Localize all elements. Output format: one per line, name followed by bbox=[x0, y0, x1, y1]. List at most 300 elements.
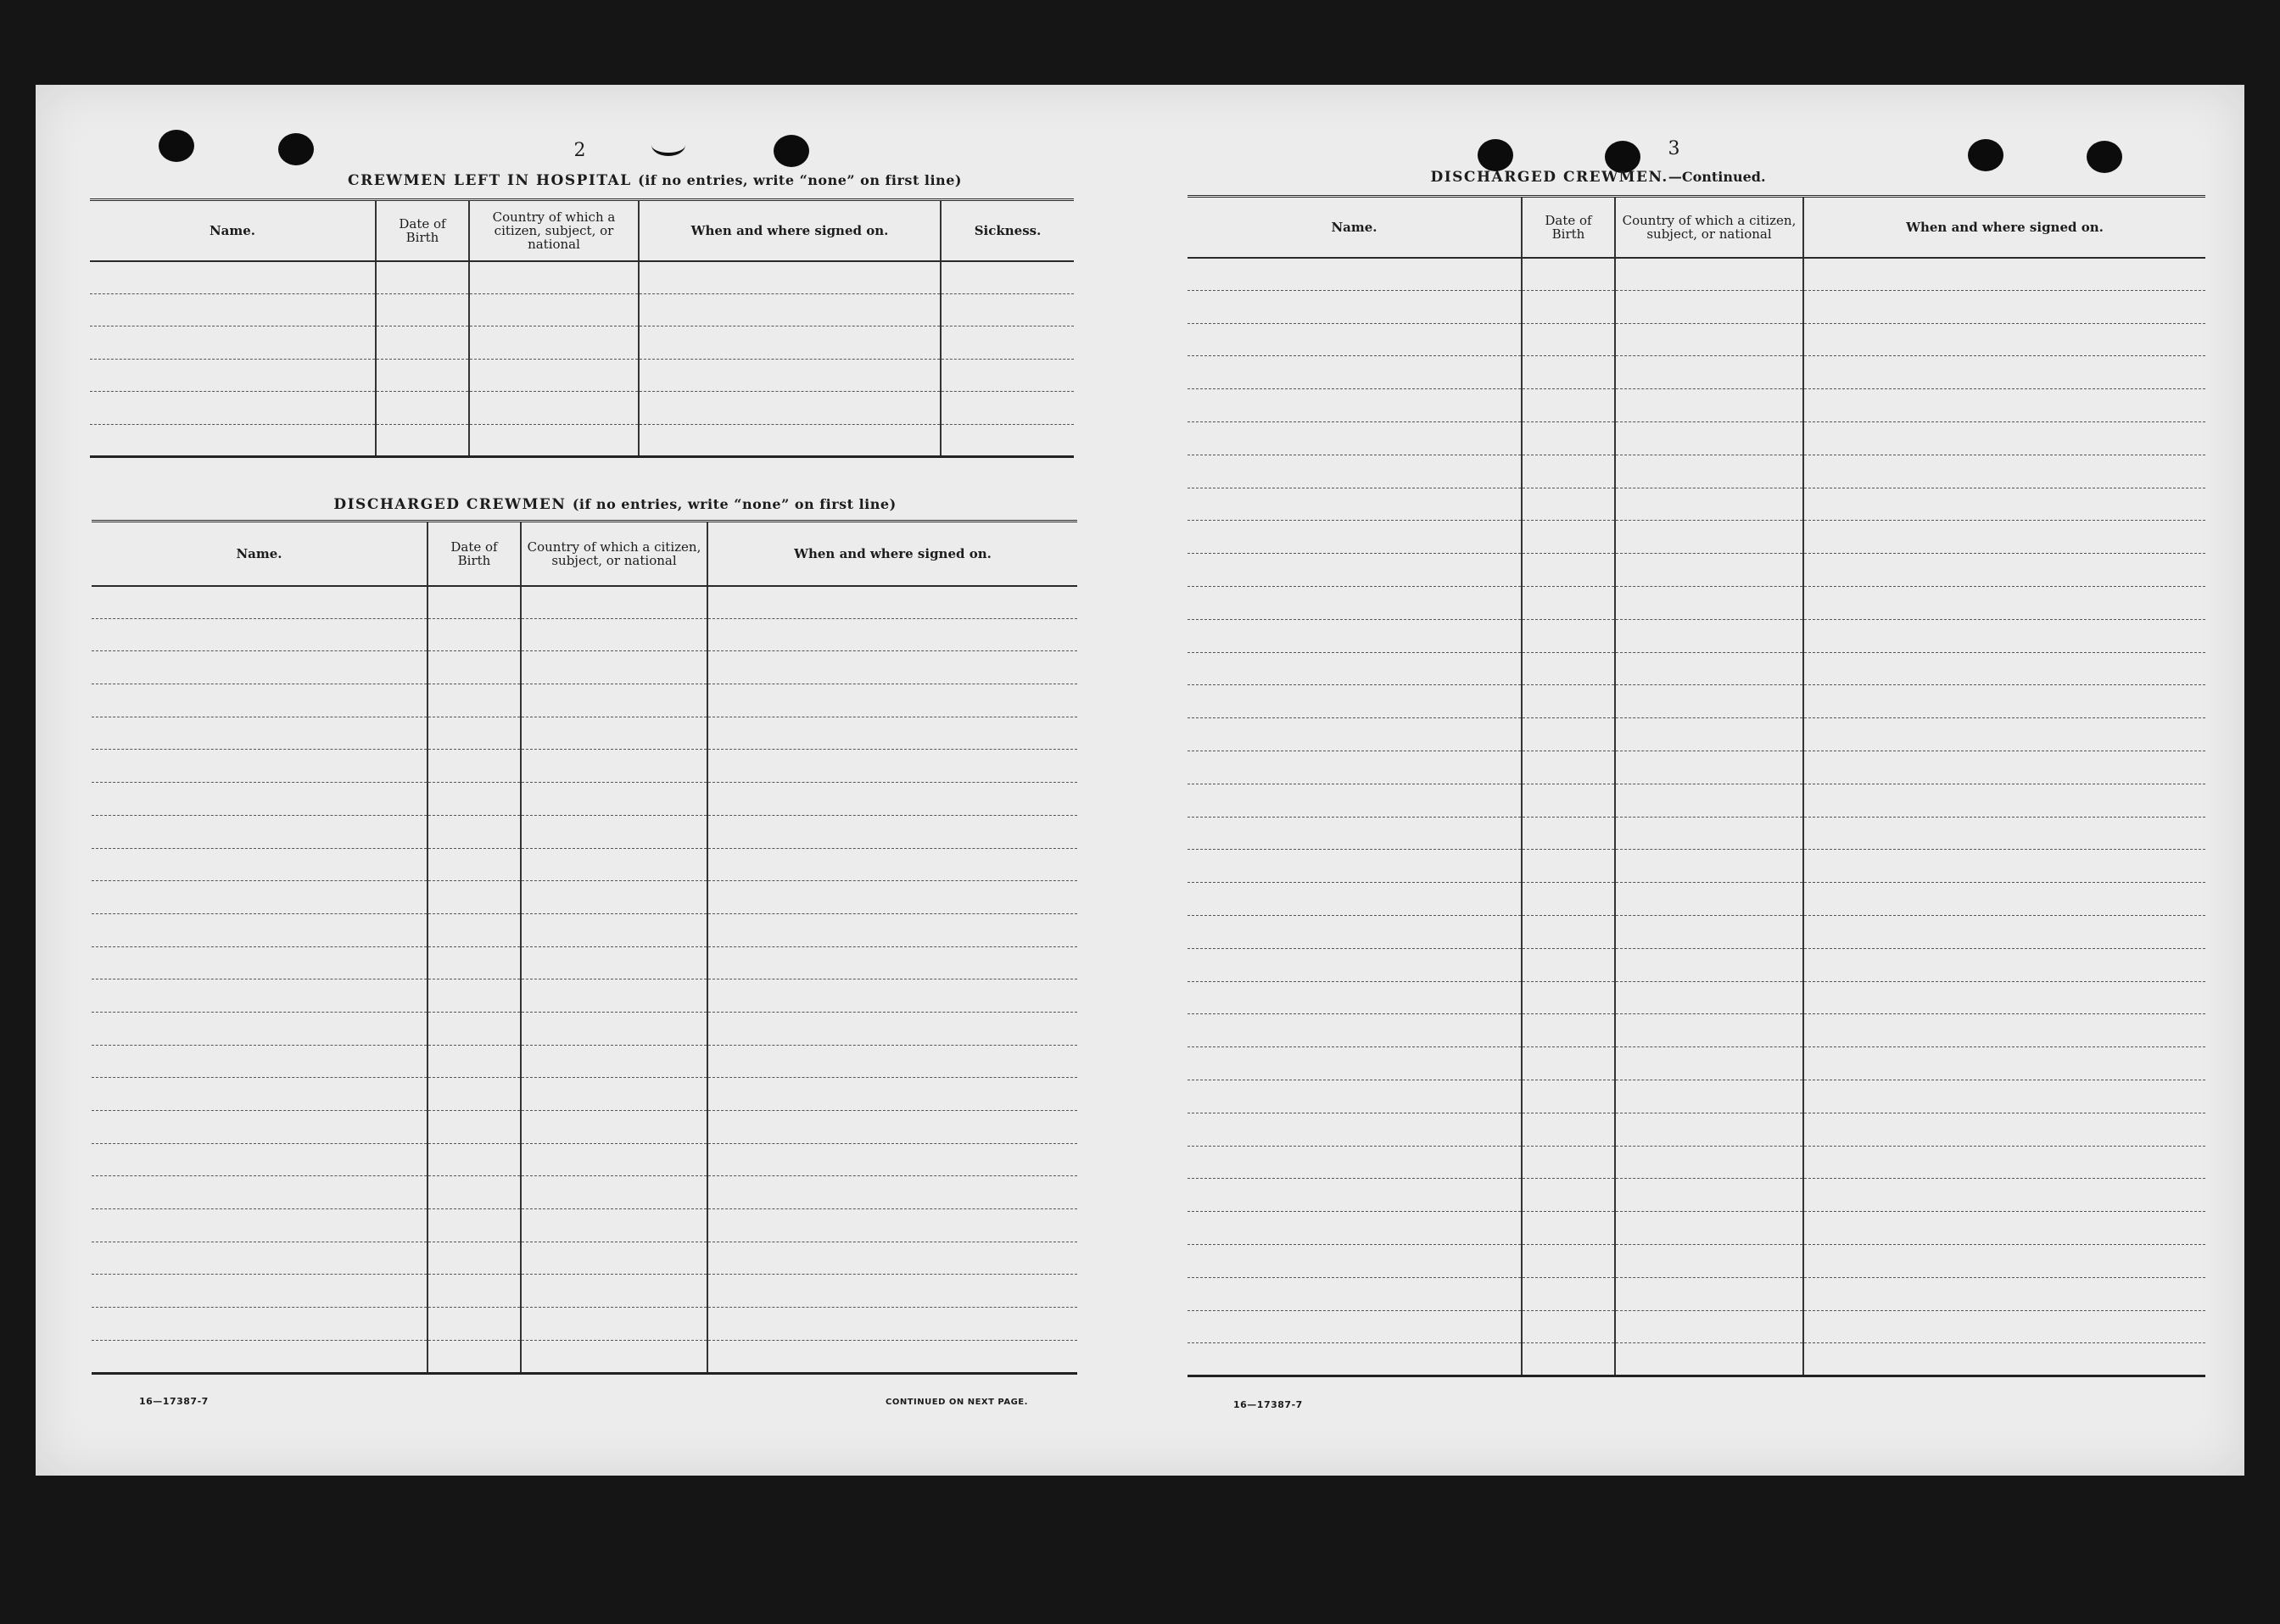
table-row bbox=[92, 717, 1077, 750]
blank-cell bbox=[1615, 586, 1803, 619]
blank-cell bbox=[1188, 1146, 1522, 1179]
blank-cell bbox=[707, 815, 1077, 848]
table-row bbox=[1188, 455, 2205, 488]
blank-cell bbox=[1803, 948, 2205, 981]
blank-cell bbox=[90, 326, 376, 360]
blank-cell bbox=[469, 392, 639, 425]
blank-cell bbox=[1188, 685, 1522, 718]
blank-cell bbox=[1188, 817, 1522, 850]
blank-cell bbox=[1803, 619, 2205, 652]
blank-cell bbox=[1188, 1113, 1522, 1146]
table-row bbox=[1188, 356, 2205, 389]
blank-cell bbox=[1615, 652, 1803, 685]
table-row bbox=[1188, 850, 2205, 883]
blank-cell bbox=[1522, 883, 1615, 916]
blank-cell bbox=[521, 717, 707, 750]
blank-cell bbox=[1803, 817, 2205, 850]
blank-cell bbox=[1522, 1113, 1615, 1146]
blank-cell bbox=[1615, 421, 1803, 455]
blank-cell bbox=[1615, 817, 1803, 850]
table-row bbox=[1188, 488, 2205, 521]
blank-cell bbox=[707, 1176, 1077, 1209]
col-sickness: Sickness. bbox=[941, 200, 1074, 261]
blank-cell bbox=[941, 326, 1074, 360]
blank-cell bbox=[1803, 652, 2205, 685]
blank-cell bbox=[428, 815, 521, 848]
table-row bbox=[92, 1143, 1077, 1176]
blank-cell bbox=[92, 1242, 428, 1275]
blank-cell bbox=[1522, 554, 1615, 587]
table-row bbox=[1188, 784, 2205, 817]
blank-cell bbox=[1522, 455, 1615, 488]
blank-cell bbox=[92, 848, 428, 881]
blank-cell bbox=[1522, 948, 1615, 981]
blank-cell bbox=[1615, 488, 1803, 521]
blank-cell bbox=[428, 1045, 521, 1078]
punch-hole bbox=[1478, 139, 1513, 171]
table-row bbox=[1188, 290, 2205, 323]
blank-cell bbox=[1188, 1047, 1522, 1080]
blank-cell bbox=[428, 586, 521, 619]
punch-hole bbox=[774, 135, 809, 167]
blank-cell bbox=[1522, 915, 1615, 948]
table-row bbox=[90, 326, 1074, 360]
blank-cell bbox=[1522, 981, 1615, 1014]
blank-cell bbox=[707, 1045, 1077, 1078]
blank-cell bbox=[428, 1340, 521, 1373]
blank-cell bbox=[90, 293, 376, 326]
blank-cell bbox=[376, 392, 469, 425]
blank-cell bbox=[707, 618, 1077, 651]
blank-cell bbox=[941, 424, 1074, 457]
table-row bbox=[1188, 1014, 2205, 1047]
blank-cell bbox=[1615, 718, 1803, 751]
blank-cell bbox=[92, 946, 428, 979]
blank-cell bbox=[1522, 1244, 1615, 1277]
table-row bbox=[92, 1340, 1077, 1373]
blank-cell bbox=[707, 979, 1077, 1013]
form-number-right: 16—17387-7 bbox=[1233, 1399, 1303, 1410]
blank-cell bbox=[707, 1308, 1077, 1341]
table-row bbox=[1188, 1212, 2205, 1245]
table-row bbox=[1188, 1244, 2205, 1277]
blank-cell bbox=[1803, 1179, 2205, 1212]
blank-cell bbox=[1522, 850, 1615, 883]
col-date-of-birth: Date of Birth bbox=[1522, 197, 1615, 258]
blank-cell bbox=[707, 586, 1077, 619]
table-row bbox=[92, 1308, 1077, 1341]
blank-cell bbox=[1522, 751, 1615, 784]
table-row bbox=[1188, 1310, 2205, 1343]
blank-cell bbox=[521, 1176, 707, 1209]
blank-cell bbox=[521, 783, 707, 816]
blank-cell bbox=[707, 848, 1077, 881]
blank-cell bbox=[1522, 1212, 1615, 1245]
blank-cell bbox=[376, 261, 469, 294]
blank-cell bbox=[92, 815, 428, 848]
blank-cell bbox=[521, 913, 707, 946]
table-row bbox=[1188, 1277, 2205, 1310]
blank-cell bbox=[521, 1242, 707, 1275]
blank-cell bbox=[1188, 356, 1522, 389]
blank-cell bbox=[1188, 1014, 1522, 1047]
blank-cell bbox=[1615, 521, 1803, 554]
blank-cell bbox=[521, 1078, 707, 1111]
blank-cell bbox=[1188, 554, 1522, 587]
blank-cell bbox=[428, 717, 521, 750]
blank-cell bbox=[428, 651, 521, 684]
blank-cell bbox=[1522, 718, 1615, 751]
discharged-table-body bbox=[92, 586, 1077, 1374]
table-row bbox=[1188, 619, 2205, 652]
table-row bbox=[1188, 586, 2205, 619]
page-number-right: 3 bbox=[1668, 138, 1681, 159]
table-row bbox=[92, 1078, 1077, 1111]
blank-cell bbox=[521, 618, 707, 651]
table-row bbox=[92, 684, 1077, 717]
table-row bbox=[92, 750, 1077, 783]
blank-cell bbox=[1615, 948, 1803, 981]
blank-cell bbox=[1803, 323, 2205, 356]
table-row bbox=[90, 392, 1074, 425]
blank-cell bbox=[1188, 586, 1522, 619]
blank-cell bbox=[1188, 1080, 1522, 1113]
hospital-table bbox=[90, 198, 1074, 458]
blank-cell bbox=[1803, 685, 2205, 718]
blank-cell bbox=[428, 1078, 521, 1111]
blank-cell bbox=[521, 1340, 707, 1373]
form-number-left: 16—17387-7 bbox=[139, 1396, 209, 1407]
table-row bbox=[1188, 521, 2205, 554]
blank-cell bbox=[90, 392, 376, 425]
blank-cell bbox=[1803, 521, 2205, 554]
blank-cell bbox=[1188, 883, 1522, 916]
table-row bbox=[1188, 1343, 2205, 1376]
blank-cell bbox=[707, 783, 1077, 816]
blank-cell bbox=[1803, 455, 2205, 488]
table-row bbox=[1188, 1179, 2205, 1212]
blank-cell bbox=[1615, 685, 1803, 718]
blank-cell bbox=[92, 1308, 428, 1341]
discharged-continued-title-text: DISCHARGED CREWMEN. bbox=[1430, 169, 1668, 186]
blank-cell bbox=[1803, 718, 2205, 751]
blank-cell bbox=[521, 979, 707, 1013]
blank-cell bbox=[1615, 883, 1803, 916]
blank-cell bbox=[469, 261, 639, 294]
table-row bbox=[92, 1176, 1077, 1209]
blank-cell bbox=[1188, 751, 1522, 784]
table-row bbox=[92, 848, 1077, 881]
col-country: Country of which a citizen, subject, or national bbox=[469, 200, 639, 261]
blank-cell bbox=[707, 750, 1077, 783]
blank-cell bbox=[707, 946, 1077, 979]
blank-cell bbox=[469, 326, 639, 360]
blank-cell bbox=[1615, 290, 1803, 323]
blank-cell bbox=[428, 1242, 521, 1275]
blank-cell bbox=[428, 684, 521, 717]
blank-cell bbox=[92, 783, 428, 816]
discharged-table bbox=[92, 520, 1077, 1375]
blank-cell bbox=[1803, 356, 2205, 389]
table-row bbox=[1188, 981, 2205, 1014]
blank-cell bbox=[1615, 1277, 1803, 1310]
blank-cell bbox=[92, 717, 428, 750]
col-name: Name. bbox=[90, 200, 376, 261]
blank-cell bbox=[707, 651, 1077, 684]
blank-cell bbox=[1803, 1343, 2205, 1376]
blank-cell bbox=[1803, 883, 2205, 916]
col-signed-on: When and where signed on. bbox=[707, 522, 1077, 586]
blank-cell bbox=[1522, 619, 1615, 652]
blank-cell bbox=[428, 1308, 521, 1341]
discharged-title-text: DISCHARGED CREWMEN bbox=[333, 496, 567, 513]
table-row bbox=[92, 586, 1077, 619]
blank-cell bbox=[92, 1012, 428, 1045]
blank-cell bbox=[1522, 1047, 1615, 1080]
blank-cell bbox=[1188, 1212, 1522, 1245]
table-row bbox=[92, 651, 1077, 684]
blank-cell bbox=[1522, 1277, 1615, 1310]
blank-cell bbox=[521, 651, 707, 684]
blank-cell bbox=[1188, 784, 1522, 817]
blank-cell bbox=[1803, 915, 2205, 948]
blank-cell bbox=[1522, 1179, 1615, 1212]
blank-cell bbox=[1803, 1113, 2205, 1146]
table-row bbox=[1188, 685, 2205, 718]
blank-cell bbox=[469, 424, 639, 457]
blank-cell bbox=[1522, 323, 1615, 356]
hospital-section-title bbox=[348, 172, 962, 189]
table-row bbox=[92, 1209, 1077, 1242]
blank-cell bbox=[1615, 356, 1803, 389]
blank-cell bbox=[428, 1176, 521, 1209]
blank-cell bbox=[1522, 1146, 1615, 1179]
blank-cell bbox=[1188, 1310, 1522, 1343]
blank-cell bbox=[1803, 1212, 2205, 1245]
blank-cell bbox=[92, 684, 428, 717]
blank-cell bbox=[639, 392, 941, 425]
table-row bbox=[92, 1275, 1077, 1308]
blank-cell bbox=[1522, 652, 1615, 685]
table-row bbox=[90, 424, 1074, 457]
blank-cell bbox=[1522, 817, 1615, 850]
blank-cell bbox=[521, 1143, 707, 1176]
blank-cell bbox=[469, 293, 639, 326]
blank-cell bbox=[1615, 1014, 1803, 1047]
blank-cell bbox=[428, 1111, 521, 1144]
table-row bbox=[1188, 1080, 2205, 1113]
blank-cell bbox=[92, 1176, 428, 1209]
table-row bbox=[1188, 323, 2205, 356]
blank-cell bbox=[90, 261, 376, 294]
blank-cell bbox=[1803, 1277, 2205, 1310]
blank-cell bbox=[1615, 1212, 1803, 1245]
blank-cell bbox=[1522, 356, 1615, 389]
blank-cell bbox=[941, 392, 1074, 425]
blank-cell bbox=[1522, 488, 1615, 521]
col-date-of-birth: Date of Birth bbox=[428, 522, 521, 586]
blank-cell bbox=[1615, 389, 1803, 422]
blank-cell bbox=[639, 424, 941, 457]
blank-cell bbox=[92, 1078, 428, 1111]
table-row bbox=[92, 618, 1077, 651]
blank-cell bbox=[428, 881, 521, 914]
discharged-continued-table bbox=[1188, 195, 2205, 1377]
blank-cell bbox=[92, 586, 428, 619]
blank-cell bbox=[521, 1308, 707, 1341]
blank-cell bbox=[707, 913, 1077, 946]
blank-cell bbox=[1615, 619, 1803, 652]
blank-cell bbox=[1188, 948, 1522, 981]
blank-cell bbox=[521, 1209, 707, 1242]
blank-cell bbox=[1615, 751, 1803, 784]
blank-cell bbox=[1803, 421, 2205, 455]
blank-cell bbox=[521, 848, 707, 881]
blank-cell bbox=[1615, 850, 1803, 883]
table-row bbox=[1188, 751, 2205, 784]
blank-cell bbox=[1188, 1179, 1522, 1212]
blank-cell bbox=[1522, 421, 1615, 455]
blank-cell bbox=[639, 293, 941, 326]
blank-cell bbox=[1803, 1146, 2205, 1179]
blank-cell bbox=[1803, 850, 2205, 883]
blank-cell bbox=[1803, 784, 2205, 817]
blank-cell bbox=[1188, 915, 1522, 948]
discharged-section-title bbox=[333, 496, 896, 513]
hospital-instruction: (if no entries, write “none” on first line) bbox=[638, 172, 962, 188]
blank-cell bbox=[521, 1045, 707, 1078]
blank-cell bbox=[1803, 1080, 2205, 1113]
table-row bbox=[92, 1012, 1077, 1045]
table-row bbox=[1188, 948, 2205, 981]
punch-hole bbox=[1968, 139, 2003, 171]
blank-cell bbox=[1522, 1080, 1615, 1113]
blank-cell bbox=[1615, 1113, 1803, 1146]
blank-cell bbox=[1803, 1014, 2205, 1047]
blank-cell bbox=[941, 359, 1074, 392]
col-date-of-birth: Date of Birth bbox=[376, 200, 469, 261]
blank-cell bbox=[521, 881, 707, 914]
table-row bbox=[92, 1242, 1077, 1275]
blank-cell bbox=[1188, 521, 1522, 554]
table-row bbox=[1188, 817, 2205, 850]
blank-cell bbox=[1522, 258, 1615, 291]
blank-cell bbox=[639, 326, 941, 360]
table-row bbox=[92, 815, 1077, 848]
blank-cell bbox=[1522, 1310, 1615, 1343]
blank-cell bbox=[707, 881, 1077, 914]
discharged-continued-title bbox=[1430, 169, 1765, 186]
blank-cell bbox=[521, 815, 707, 848]
blank-cell bbox=[92, 651, 428, 684]
blank-cell bbox=[1803, 751, 2205, 784]
blank-cell bbox=[1803, 290, 2205, 323]
table-row bbox=[90, 261, 1074, 294]
blank-cell bbox=[428, 1012, 521, 1045]
blank-cell bbox=[92, 1209, 428, 1242]
table-row bbox=[90, 293, 1074, 326]
blank-cell bbox=[1522, 521, 1615, 554]
discharged-continued-table-body bbox=[1188, 258, 2205, 1376]
blank-cell bbox=[707, 1078, 1077, 1111]
blank-cell bbox=[707, 1340, 1077, 1373]
blank-cell bbox=[428, 848, 521, 881]
blank-cell bbox=[1803, 1244, 2205, 1277]
blank-cell bbox=[1615, 1047, 1803, 1080]
blank-cell bbox=[428, 1275, 521, 1308]
blank-cell bbox=[469, 359, 639, 392]
blank-cell bbox=[521, 1111, 707, 1144]
blank-cell bbox=[1522, 685, 1615, 718]
blank-cell bbox=[92, 1111, 428, 1144]
blank-cell bbox=[639, 359, 941, 392]
blank-cell bbox=[92, 1275, 428, 1308]
col-country: Country of which a citizen, subject, or national bbox=[1615, 197, 1803, 258]
blank-cell bbox=[1615, 784, 1803, 817]
blank-cell bbox=[707, 717, 1077, 750]
table-row bbox=[1188, 1146, 2205, 1179]
blank-cell bbox=[428, 979, 521, 1013]
blank-cell bbox=[1803, 488, 2205, 521]
blank-cell bbox=[376, 424, 469, 457]
blank-cell bbox=[1188, 619, 1522, 652]
blank-cell bbox=[1188, 850, 1522, 883]
blank-cell bbox=[1188, 718, 1522, 751]
blank-cell bbox=[1522, 290, 1615, 323]
blank-cell bbox=[1615, 258, 1803, 291]
blank-cell bbox=[1615, 1080, 1803, 1113]
blank-cell bbox=[1803, 1310, 2205, 1343]
table-row bbox=[1188, 883, 2205, 916]
blank-cell bbox=[1522, 389, 1615, 422]
table-row bbox=[1188, 652, 2205, 685]
blank-cell bbox=[428, 750, 521, 783]
blank-cell bbox=[1615, 1310, 1803, 1343]
blank-cell bbox=[1615, 1179, 1803, 1212]
blank-cell bbox=[428, 1209, 521, 1242]
table-row bbox=[92, 913, 1077, 946]
blank-cell bbox=[428, 783, 521, 816]
blank-cell bbox=[1188, 488, 1522, 521]
blank-cell bbox=[1188, 455, 1522, 488]
table-row bbox=[92, 946, 1077, 979]
blank-cell bbox=[92, 881, 428, 914]
blank-cell bbox=[521, 1275, 707, 1308]
blank-cell bbox=[707, 1242, 1077, 1275]
col-name: Name. bbox=[92, 522, 428, 586]
punch-hole bbox=[2087, 141, 2122, 173]
blank-cell bbox=[1188, 258, 1522, 291]
table-row bbox=[90, 359, 1074, 392]
blank-cell bbox=[1188, 389, 1522, 422]
blank-cell bbox=[428, 913, 521, 946]
table-row bbox=[92, 783, 1077, 816]
blank-cell bbox=[376, 359, 469, 392]
blank-cell bbox=[92, 1045, 428, 1078]
blank-cell bbox=[92, 618, 428, 651]
blank-cell bbox=[1188, 652, 1522, 685]
blank-cell bbox=[1188, 1343, 1522, 1376]
blank-cell bbox=[521, 750, 707, 783]
continued-label: —Continued. bbox=[1668, 169, 1766, 185]
col-name: Name. bbox=[1188, 197, 1522, 258]
blank-cell bbox=[1615, 455, 1803, 488]
blank-cell bbox=[1803, 389, 2205, 422]
blank-cell bbox=[1188, 323, 1522, 356]
hospital-title-text: CREWMEN LEFT IN HOSPITAL bbox=[348, 172, 632, 189]
col-country: Country of which a citizen, subject, or national bbox=[521, 522, 707, 586]
continued-note: CONTINUED ON NEXT PAGE. bbox=[886, 1398, 1028, 1407]
